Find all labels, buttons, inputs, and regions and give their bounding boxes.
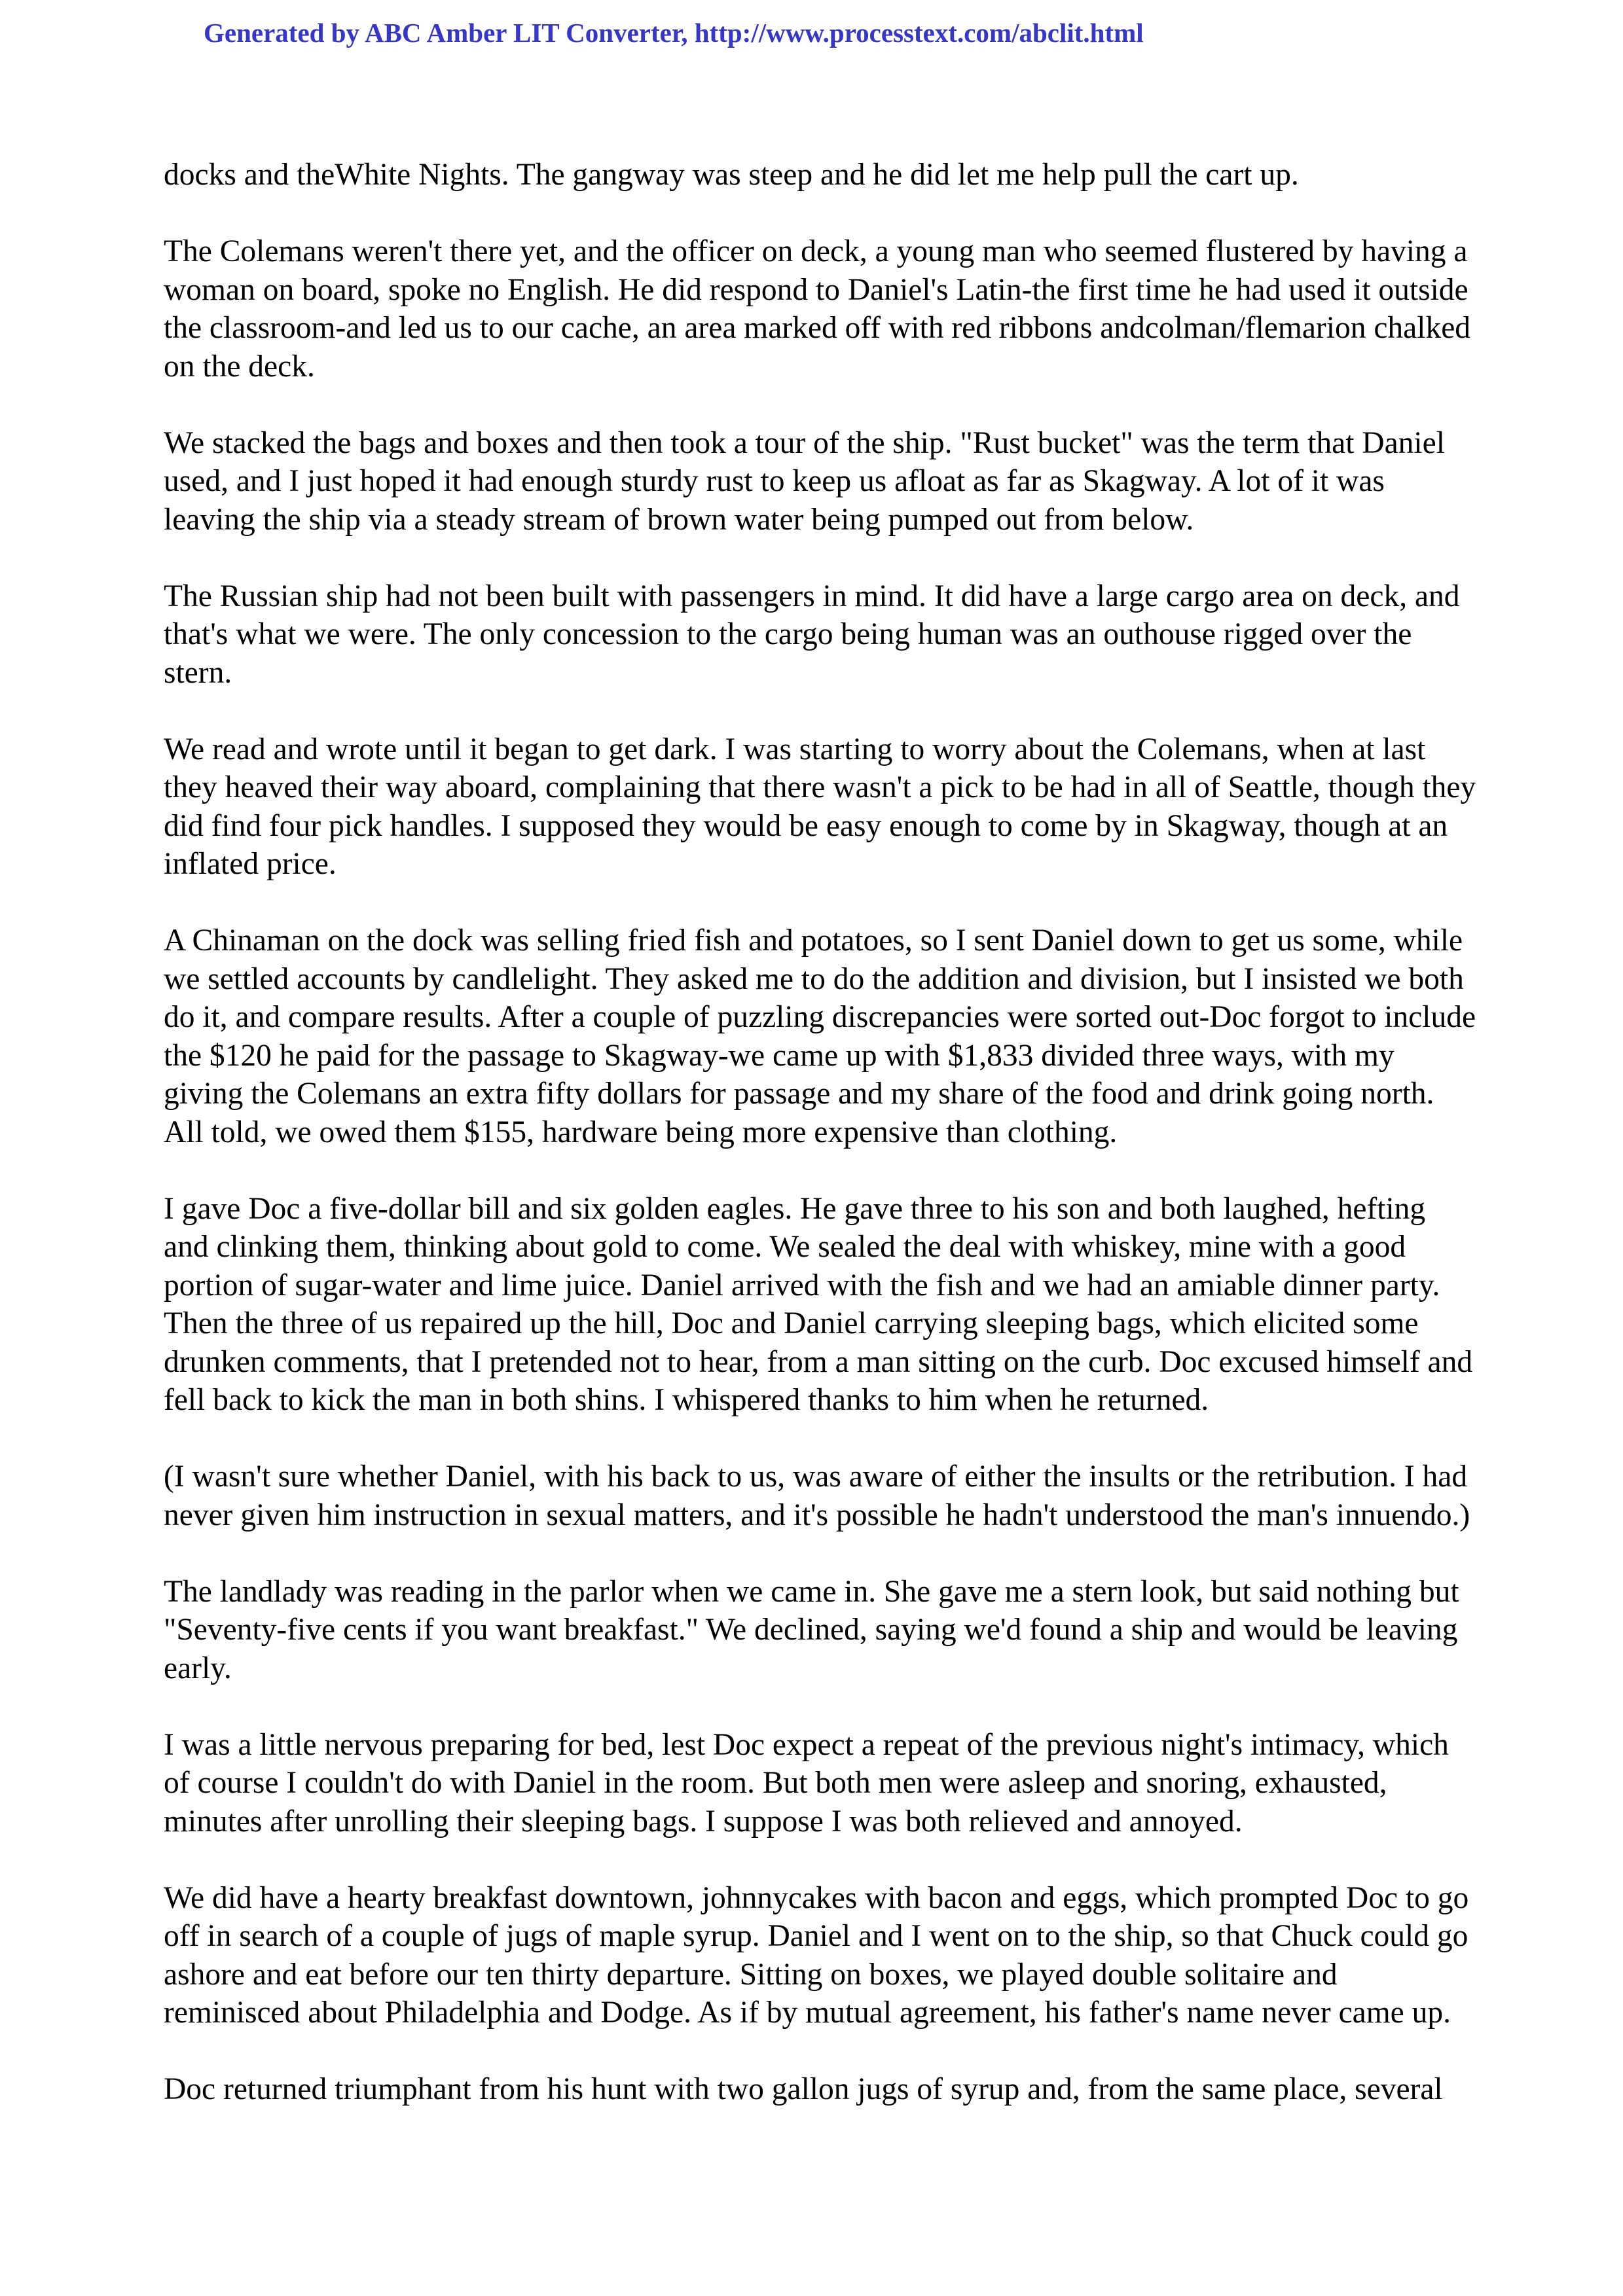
paragraph: The Russian ship had not been built with passengers in mind. It did have a large cargo area on deck, and that's what we were. The only concession to the cargo being human was an outhouse rigged over the stern. (164, 579, 1460, 690)
paragraph: We did have a hearty breakfast downtown, johnnycakes with bacon and eggs, which prompted Doc to go off in search of a couple of jugs of maple syrup. Daniel and I went on to the ship, so that Chuck could go ashore and eat before our ten thirty departure. Sitting on boxes, we played double solitaire and reminisced about Philadelphia and Dodge. As if by mutual agreement, his father's name never came up. (164, 1880, 1469, 2030)
body-text (164, 156, 1476, 2147)
paragraph: (I wasn't sure whether Daniel, with his back to us, was aware of either the insults or the retribution. I had never given him instruction in sexual matters, and it's possible he hadn't understood the man's innuendo.) (164, 1460, 1470, 1532)
paragraph: A Chinaman on the dock was selling fried fish and potatoes, so I sent Daniel down to get us some, while we settled accounts by candlelight. They asked me to do the addition and division, but I insisted we both do it, and compare results. After a couple of puzzling discrepancies were sorted out-Doc forgot to include the $120 he paid for the passage to Skagway-we came up with $1,833 divided three ways, with my giving the Colemans an extra fifty dollars for passage and my share of the food and drink going north. All told, we owed them $155, hardware being more expensive than clothing. (164, 924, 1476, 1149)
paragraph: The Colemans weren't there yet, and the officer on deck, a young man who seemed flustered by having a woman on board, spoke no English. He did respond to Daniel's Latin-the first time he had used it outside the classroom-and led us to our cache, an area marked off with red ribbons andcolman/flemarion chalked on the deck. (164, 234, 1471, 384)
paragraph: I was a little nervous preparing for bed, lest Doc expect a repeat of the previous night's intimacy, which of course I couldn't do with Daniel in the room. But both men were asleep and snoring, exhausted, minutes after unrolling their sleeping bags. I suppose I was both relieved and annoyed. (164, 1727, 1449, 1839)
paragraph: The landlady was reading in the parlor when we came in. She gave me a stern look, but said nothing but "Seventy-five cents if you want breakfast." We declined, saying we'd found a ship and would be leaving early. (164, 1574, 1459, 1685)
paragraph: We read and wrote until it began to get dark. I was starting to worry about the Colemans, when at last they heaved their way aboard, complaining that there wasn't a pick to be had in all of Seattle, though they did find four pick handles. I supposed they would be easy enough to come by in Skagway, though at an inflated price. (164, 732, 1476, 881)
paragraph: We stacked the bags and boxes and then took a tour of the ship. "Rust bucket" was the term that Daniel used, and I just hoped it had enough sturdy rust to keep us afloat as far as Skagway. A lot of it was leaving the ship via a steady stream of brown water being pumped out from below. (164, 425, 1445, 537)
paragraph: docks and theWhite Nights. The gangway was steep and he did let me help pull the cart up. (164, 158, 1299, 192)
paragraph: I gave Doc a five-dollar bill and six golden eagles. He gave three to his son and both laughed, hefting and clinking them, thinking about gold to come. We sealed the deal with whiskey, mine with a good portion of sugar-water and lime juice. Daniel arrived with the fish and we had an amiable dinner party. Then the three of us repaired up the hill, Doc and Daniel carrying sleeping bags, which elicited some drunken comments, that I pretended not to hear, from a man sitting on the curb. Doc excused himself and fell back to kick the man in both shins. I whispered thanks to him when he returned. (164, 1191, 1473, 1417)
paragraph: Doc returned triumphant from his hunt with two gallon jugs of syrup and, from the same place, several (164, 2072, 1443, 2106)
converter-header: Generated by ABC Amber LIT Converter, http://www.processtext.com/abclit.html (204, 18, 1144, 48)
